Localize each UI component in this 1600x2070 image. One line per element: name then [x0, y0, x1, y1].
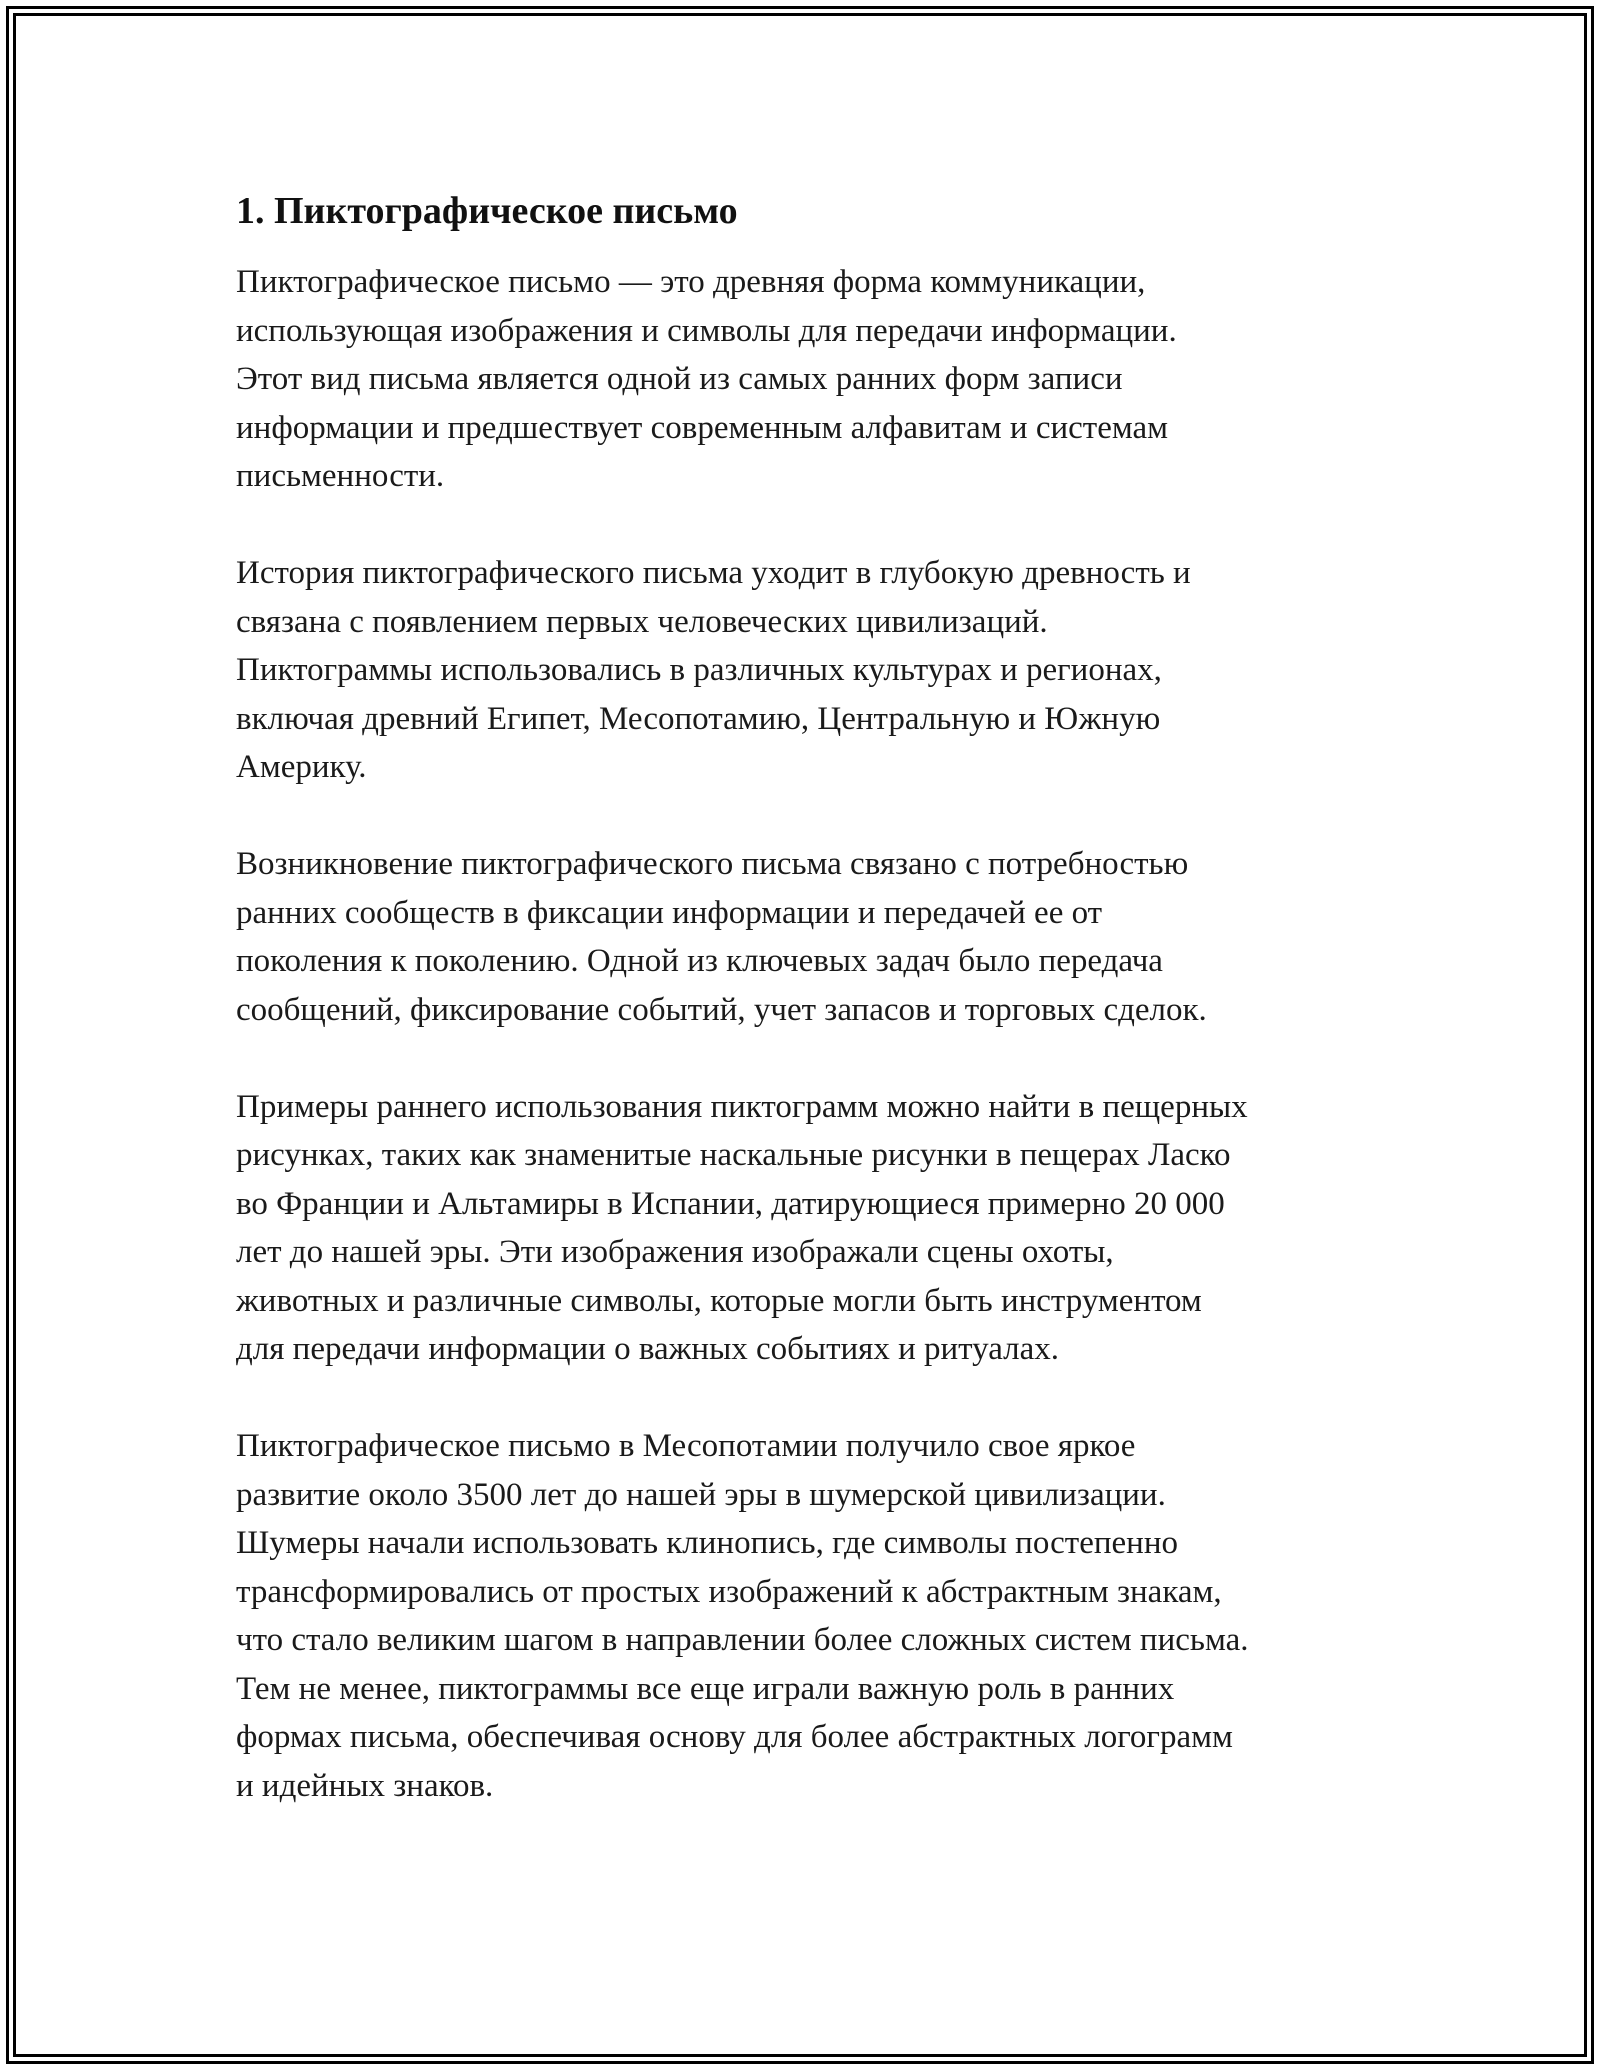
paragraph-definition [236, 258, 1386, 501]
text-line: во Франции и Альтамиры в Испании, датирующиеся примерно 20 000 [236, 1185, 1225, 1222]
paragraph-history [236, 549, 1386, 792]
text-line: ранних сообществ в фиксации информации и передачей ее от [236, 894, 1103, 931]
text-line: Пиктографическое письмо — это древняя форма коммуникации, [236, 264, 1146, 300]
text-line: Тем не менее, пиктограммы все еще играли важную роль в ранних [236, 1670, 1175, 1707]
text-line: Этот вид письма является одной из самых ранних форм записи [236, 361, 1123, 397]
text-line: Пиктографическое письмо в Месопотамии получило свое яркое [236, 1428, 1136, 1464]
text-line: Примеры раннего использования пиктограмм можно найти в пещерных [236, 1088, 1248, 1125]
paragraph-examples [236, 1083, 1386, 1374]
text-line: трансформировались от простых изображений к абстрактным знакам, [236, 1573, 1222, 1610]
text-line: сообщений, фиксирование событий, учет запасов и торговых сделок. [236, 991, 1207, 1028]
document-title: 1. Пиктографическое письмо [236, 190, 738, 232]
text-line: рисунках, таких как знаменитые наскальные рисунки в пещерах Ласко [236, 1137, 1231, 1173]
text-line: животных и различные символы, которые могли быть инструментом [236, 1282, 1202, 1319]
text-line: Возникновение пиктографического письма связано с потребностью [236, 846, 1189, 882]
text-line: Америку. [236, 749, 367, 785]
text-line: письменности. [236, 458, 445, 494]
text-line: Шумеры начали использовать клинопись, где символы постепенно [236, 1525, 1178, 1561]
text-line: информации и предшествует современным алфавитам и системам [236, 409, 1169, 446]
document-body [236, 186, 1386, 1859]
text-line: Пиктограммы использовались в различных культурах и регионах, [236, 652, 1162, 688]
text-line: формах письма, обеспечивая основу для более абстрактных логограмм [236, 1719, 1233, 1755]
text-line: что стало великим шагом в направлении более сложных систем письма. [236, 1622, 1249, 1658]
text-line: использующая изображения и символы для передачи информации. [236, 312, 1177, 349]
text-line: и идейных знаков. [236, 1767, 494, 1804]
text-line: развитие около 3500 лет до нашей эры в шумерской цивилизации. [236, 1476, 1166, 1513]
text-line: для передачи информации о важных событиях и ритуалах. [236, 1331, 1060, 1367]
text-line: включая древний Египет, Месопотамию, Центральную и Южную [236, 700, 1161, 737]
paragraph-origin [236, 840, 1386, 1034]
text-line: связана с появлением первых человеческих цивилизаций. [236, 603, 1048, 640]
paragraph-mesopotamia [236, 1422, 1386, 1810]
text-line: поколения к поколению. Одной из ключевых задач было передача [236, 943, 1163, 979]
text-line: лет до нашей эры. Эти изображения изображали сцены охоты, [236, 1234, 1114, 1270]
text-line: История пиктографического письма уходит в глубокую древность и [236, 555, 1191, 591]
